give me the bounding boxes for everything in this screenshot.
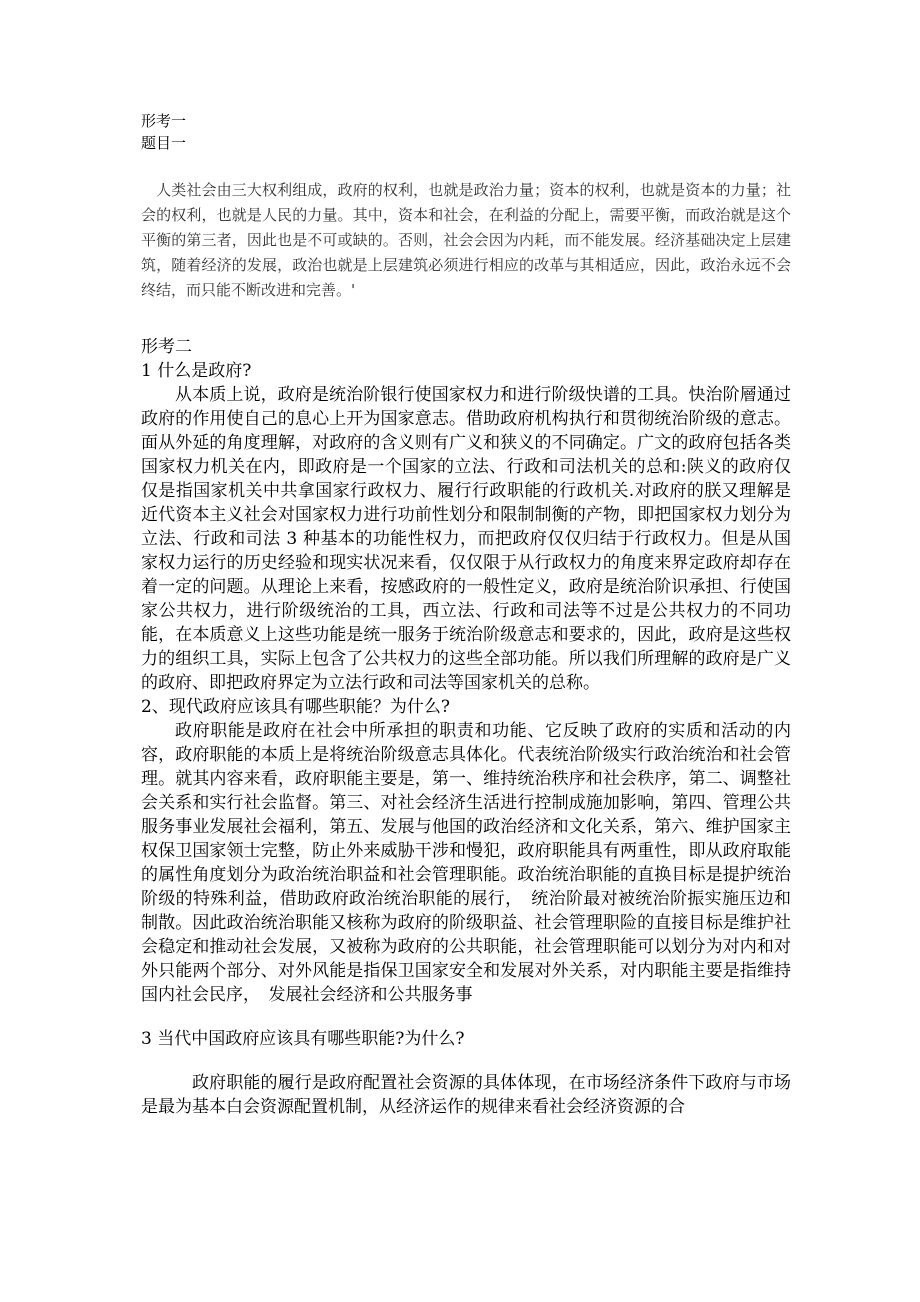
subheading-question-1: 题目一 — [141, 134, 187, 152]
spacer — [141, 154, 791, 178]
answer-1: 从本质上说，政府是统治阶银行使国家权力和进行阶级快谱的工具。快治阶層通过政府的作用使自己的息心上开为国家意志。借助政府机构执行和贯彻统治阶级的意志。面从外延的角度理解，对政府的含义则有广义和狭义的不同确定。广文的政府包括各类国家权力机关在内，即政府是一个国家的立法、行政和司法机关的总和:陕义的政府仅仅是指国家机关中共拿国家行政权力、履行行政职能的行政机关.对政府的朕又理解是近代资本主义社会对国家权力进行功前性划分和限制制衡的产物，即把国家权力划分为立法、行政和司法 3 种基本的功能性权力，而把政府仅仅归结于行政权力。但是从国家权力运行的历史经验和现实状况来看，仅仅限于从行政权力的角度来界定政府却存在着一定的问题。从理论上来看，按感政府的一般性定义，政府是统治阶识承担、行使国家公共权力，进行阶级统治的工具，西立法、行政和司法等不过是公共权力的不同功能，在本质意义上这些功能是统一服务于统治阶级意志和要求的，因此，政府是这些权力的组织工具，实际上包含了公共权力的这些全部功能。所以我们所理解的政府是广义的政府、即把政府界定为立法行政和司法等国家机关的总称。 — [141, 385, 791, 693]
answer-2: 政府职能是政府在社会中所承担的职责和功能、它反映了政府的实质和活动的内容，政府职能的本质上是将统治阶级意志具体化。代表统治阶级实行政治统治和社会管理。就其内容来看，政府职能主要是，第一、维持统治秩序和社会秩序，第二、调整社会关系和实行社会监督。第三、对社会经济生活进行控制成施加影响，第四、管理公共服务事业发展社会福利，第五、发展与他国的政治经济和文化关系，第六、维护国家主权保卫国家领士完整，防止外来威胁干涉和慢犯，政府职能具有两重性，即从政府取能的属性角度划分为政治统治职益和社会管理职能。政治统治职能的直换目标是提护统治阶级的特殊利益，借助政府政治统治职能的展行， 统治阶最对被统治阶振实施压边和制散。因此政治统治职能又核称为政府的阶级职益、社会管理职险的直接目标是维护社会稳定和推动社会发展，又被称为政府的公共职能，社会管理职能可以划分为对内和对外只能两个部分、对外风能是指保卫国家安全和发展对外关系，对内职能主要是指维持国内社会民序， 发展社会经济和公共服务事 — [141, 721, 791, 1005]
spacer — [141, 1007, 791, 1027]
spacer — [141, 303, 791, 335]
section-heading-2: 形考二 — [141, 337, 192, 357]
answer-paragraph-1: 人类社会由三大权利组成，政府的权利，也就是政治力量；资本的权利，也就是资本的力量；社会的权利，也就是人民的力量。其中，资本和社会，在利益的分配上，需要平衡，而政治就是这个平衡的第三者，因此也是不可或缺的。否则，社会会因为内耗，而不能发展。经济基础决定上层建筑，随着经济的发展，政治也就是上层建筑必须进行相应的改革与其相适应，因此，政治永远不会终结，而只能不断改进和完善。' — [141, 181, 791, 299]
document-page — [141, 110, 791, 1119]
question-1: 1 什么是政府? — [141, 361, 252, 381]
question-3: 3 当代中国政府应该具有哪些职能?为什么? — [141, 1029, 465, 1049]
section-heading-1: 形考一 — [141, 112, 187, 130]
question-2: 2、现代政府应该具有哪些职能？为什么? — [141, 697, 450, 717]
spacer — [141, 1051, 791, 1071]
answer-3: 政府职能的履行是政府配置社会资源的具体体现，在市场经济条件下政府与市场是最为基本白会资源配置机制，从经济运作的规律来看社会经济资源的合 — [141, 1073, 791, 1117]
